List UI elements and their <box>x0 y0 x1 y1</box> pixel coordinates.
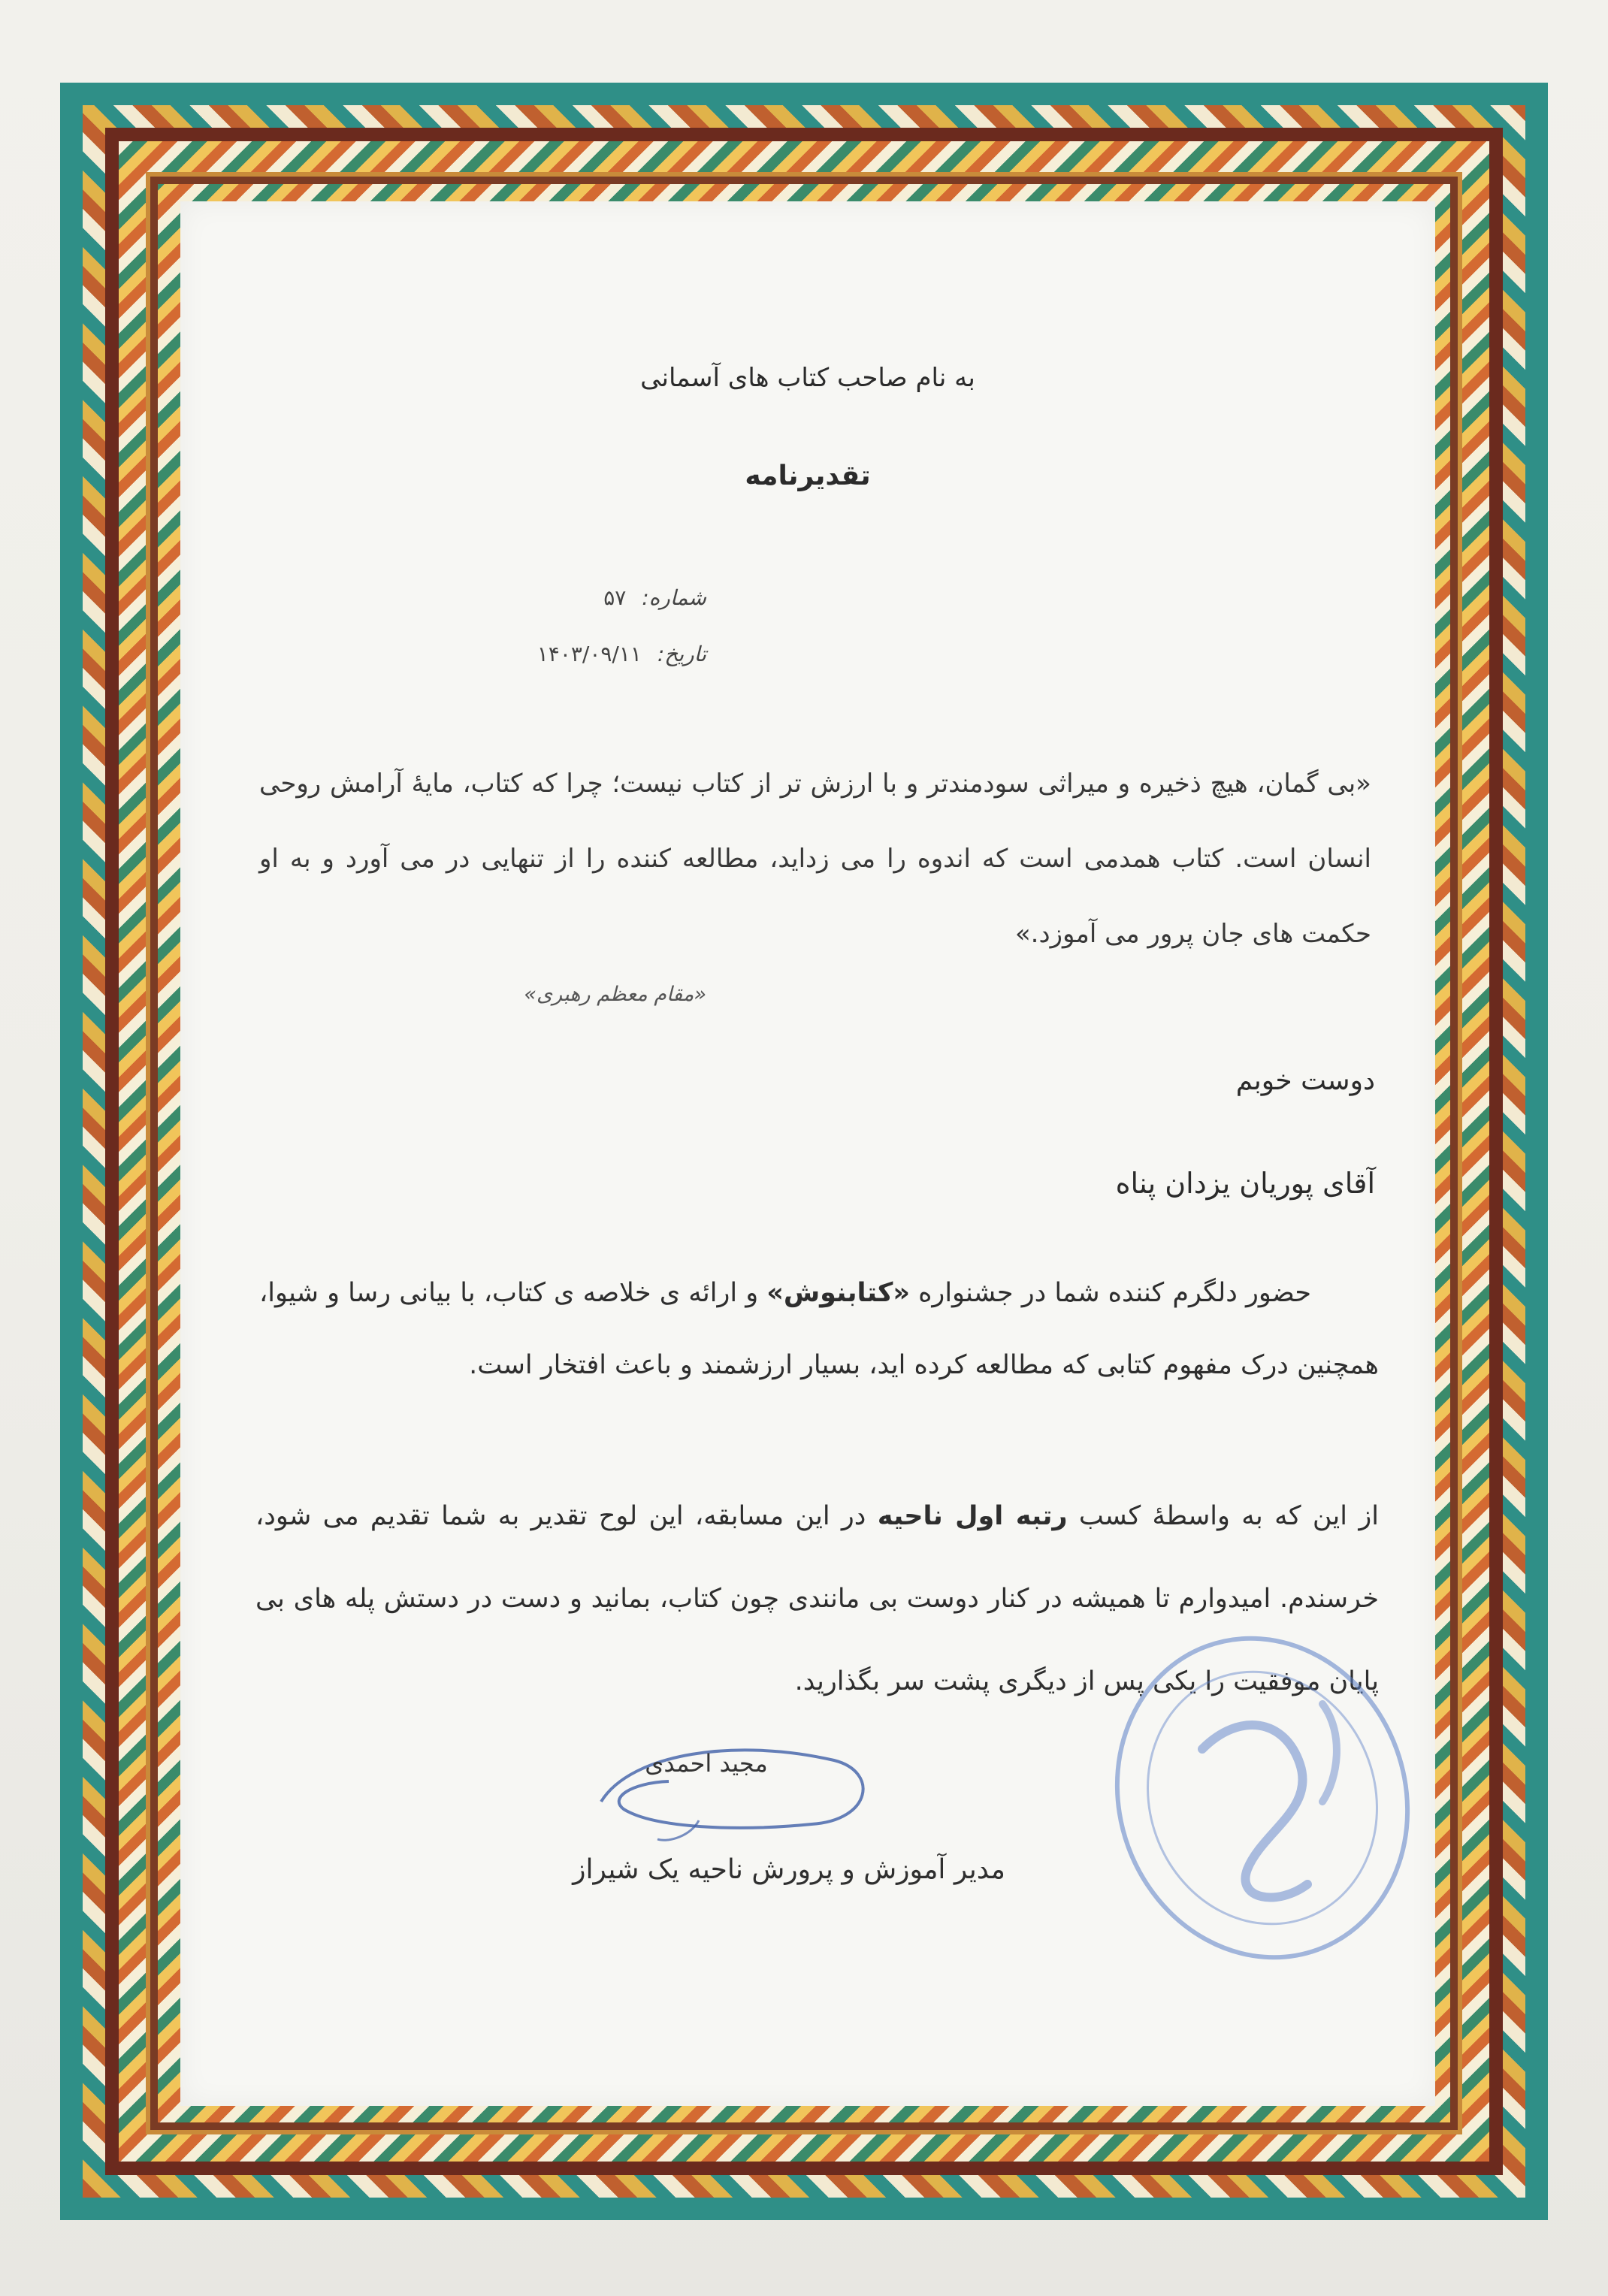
certificate-heading: به نام صاحب کتاب های آسمانی <box>640 363 975 393</box>
recipient-name: آقای پوریان یزدان پناه <box>1115 1167 1375 1200</box>
festival-name: «کتابنوش» <box>766 1278 910 1308</box>
certificate-paper <box>180 201 1435 2106</box>
paragraph-one-end: و ارائه ی خلاصه ی کتاب، با بیانی رسا و شیوا، همچنین درک مفهوم کتابی که مطالعه کرده اید، بسیار ارزشمند و باعث افتخار است. <box>259 1278 1379 1380</box>
number-row <box>316 569 706 626</box>
date-label: تاریخ: <box>657 642 706 666</box>
signature-icon <box>586 1730 902 1843</box>
signer-name: مجید احمدی <box>645 1749 768 1778</box>
greeting: دوست خوبم <box>1235 1065 1375 1096</box>
paragraph-one <box>259 1257 1379 1401</box>
certificate-meta <box>316 569 706 682</box>
certificate-title: تقدیرنامه <box>745 461 871 491</box>
quote-source: «مقام معظم رهبری» <box>524 983 706 1006</box>
number-value: ۵۷ <box>603 585 627 610</box>
rank-text: رتبه اول ناحیه <box>877 1501 1068 1531</box>
number-label: شماره: <box>642 585 706 610</box>
date-value: ۱۴۰۳/۰۹/۱۱ <box>537 642 642 666</box>
paragraph-two-end: در این مسابقه، این لوح تقدیر به شما تقدیم می شود، خرسندم. امیدوارم تا همیشه در کنار دوست بی مانندی چون کتاب، بمانید و دست در دستش پله های بی پایان موفقیت را یکی پس از دیگری پشت سر بگذارید. <box>255 1501 1379 1696</box>
stamp-icon <box>1097 1621 1428 1974</box>
paragraph-two-start: از این که به واسطهٔ کسب <box>1067 1501 1379 1531</box>
quote-text: «بی گمان، هیچ ذخیره و میراثی سودمندتر و با ارزش تر از کتاب نیست؛ چرا که کتاب، مایهٔ آرامش روحی انسان است. کتاب همدمی است که اندوه را می زداید، مطالعه کننده را از تنهایی در می آورد و به او حکمت های جان پرور می آموزد.» <box>259 769 1371 949</box>
paragraph-one-start: حضور دلگرم کننده شما در جشنواره <box>909 1278 1311 1308</box>
date-row <box>316 626 706 682</box>
signer-title: مدیر آموزش و پرورش ناحیه یک شیراز <box>573 1854 1005 1885</box>
